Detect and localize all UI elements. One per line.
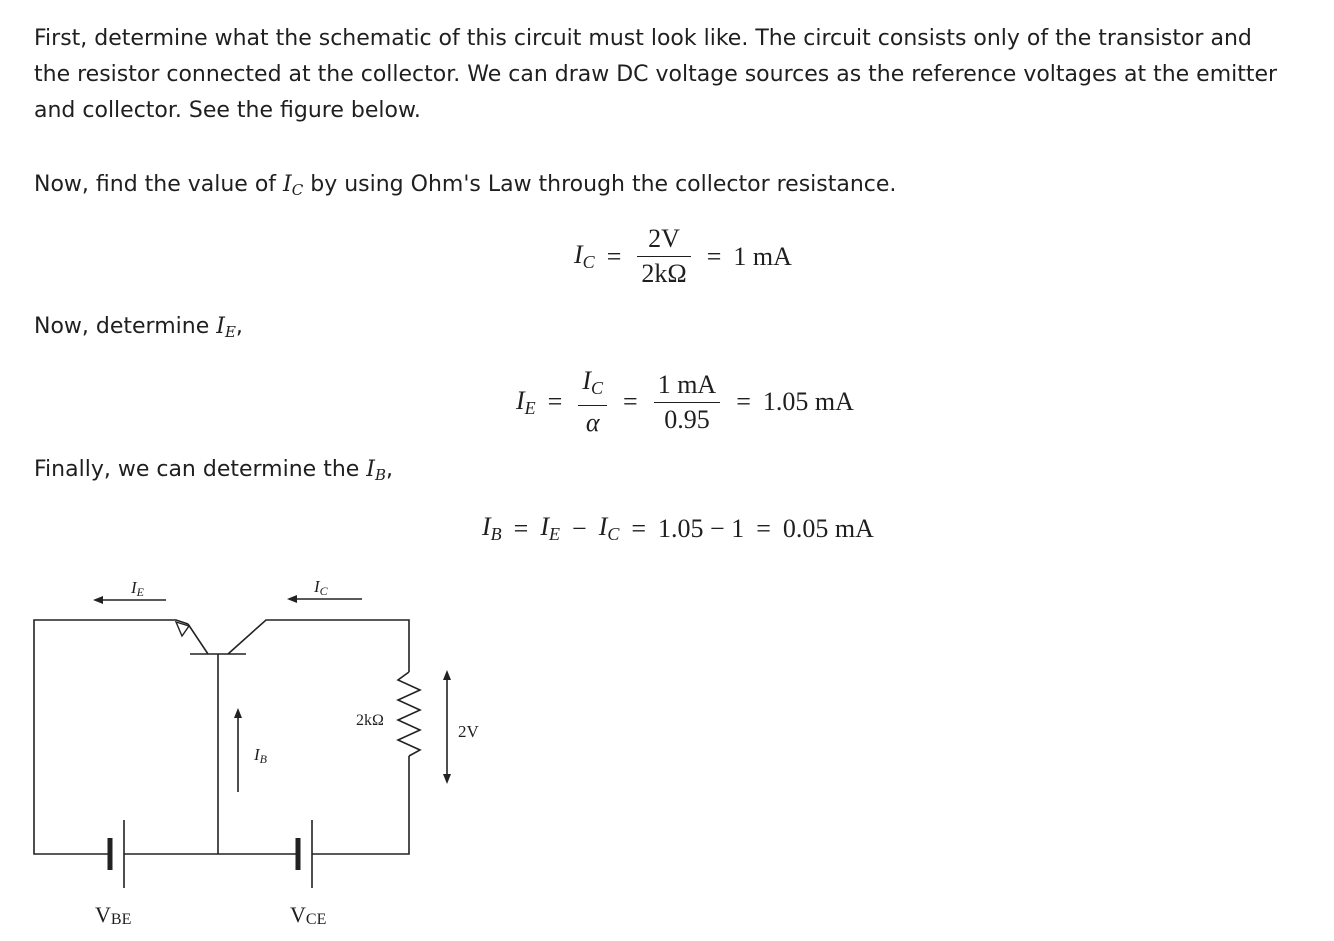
eq3-equals-2: = [631,513,647,543]
eq2-f1-denominator: α [585,408,600,437]
eq1-fraction [637,222,690,291]
eq2-f1-num-sub: C [591,378,604,398]
p2-var: I [283,172,292,197]
eq3-expression: 1.05 − 1 [658,513,745,543]
eq3-c-var: I [598,512,608,541]
eq3-a-sub: B [490,524,502,544]
eq1-equals: = [606,241,622,271]
p3-text-before: Now, determine [34,314,210,339]
ic-label: IC [314,577,328,598]
eq2-f1-num-var: I [582,366,592,395]
eq3-b-var: I [540,512,550,541]
eq3-result: 0.05 mA [782,513,874,543]
equation-ic [574,222,792,291]
eq1-equals-2: = [706,241,722,271]
vce-label: VCE [290,902,327,928]
p4-text-before: Finally, we can determine the [34,457,360,482]
eq3-b-sub: E [549,524,561,544]
ib-arrowhead-icon [234,708,242,718]
eq2-f2-numerator: 1 mA [657,369,717,399]
left-wire [34,620,188,854]
p4-text-after: , [386,457,394,482]
eq2-equals: = [547,387,563,416]
eq2-fraction-1 [578,364,607,440]
eq1-lhs-sub: C [582,252,595,272]
eq2-f2-denominator: 0.95 [664,404,710,434]
p4-var: I [366,457,375,482]
ohms-law-paragraph [34,167,1289,208]
p2-text-after: by using Ohm's Law through the collector resistance. [310,172,897,197]
collector-lead [228,620,409,672]
vbe-label: VBE [95,902,132,928]
p2-text-before: Now, find the value of [34,172,277,197]
eq3-a-var: I [482,512,491,541]
eq1-denominator: 2kΩ [641,259,687,288]
eq3-equals: = [513,513,529,543]
p3-sub: E [224,323,236,341]
circuit-diagram [0,560,520,941]
determine-ie-paragraph [34,309,1289,350]
ib-label: IB [254,745,268,766]
eq1-numerator: 2V [648,224,680,253]
p2-sub: C [291,181,304,199]
ic-arrowhead-icon [287,595,297,603]
determine-ib-paragraph [34,452,1289,493]
equation-ie [516,364,854,440]
resistor-label: 2kΩ [356,712,384,729]
p4-sub: B [375,466,387,484]
eq2-lhs-var: I [516,385,525,415]
eq2-fraction-2 [654,368,721,437]
equation-ib [482,512,874,545]
eq2-lhs-sub: E [524,397,536,418]
eq1-result: 1 mA [733,241,792,271]
eq3-minus: − [572,513,587,543]
p3-var: I [216,314,225,339]
eq1-lhs-var: I [574,240,583,269]
voltage-label: 2V [458,722,479,741]
right-wire [312,756,409,854]
ie-arrowhead-icon [93,596,103,604]
p3-text-after: , [235,314,243,339]
ie-label: IE [131,578,145,599]
eq2-equals-2: = [623,387,638,416]
eq3-equals-3: = [756,513,771,543]
voltage-arrowhead-bottom-icon [443,774,451,784]
eq2-result: 1.05 mA [762,387,854,416]
intro-paragraph: First, determine what the schematic of this circuit must look like. The circuit consists only of the transistor and the resistor connected at the collector. We can draw DC voltage sources as the reference voltages at the emitter and collector. See the figure below. [34,26,1278,123]
emitter-lead [188,624,208,654]
eq2-equals-3: = [736,387,751,416]
voltage-arrowhead-top-icon [443,670,451,680]
eq3-c-sub: C [607,524,620,544]
resistor-zigzag [398,672,420,756]
